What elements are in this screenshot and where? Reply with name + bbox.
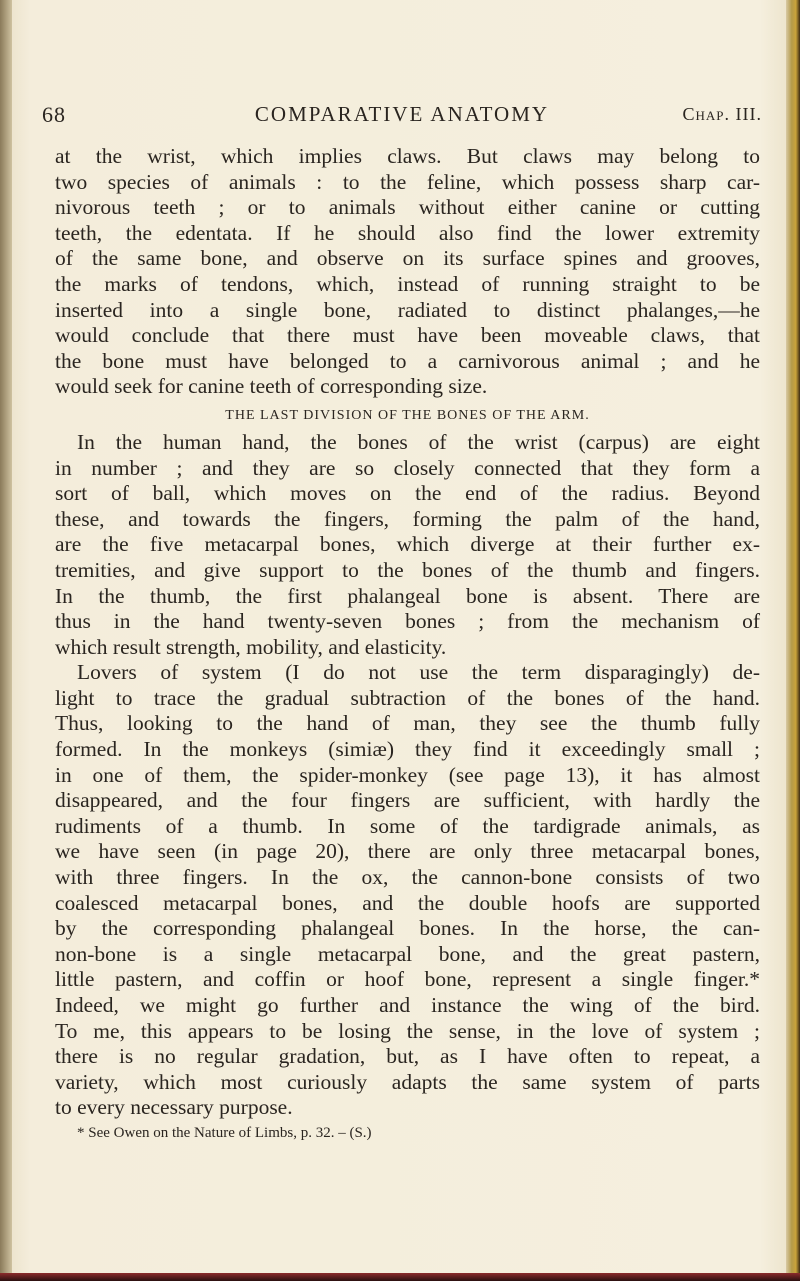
page-number: 68 xyxy=(42,102,66,127)
book-bottom-edge xyxy=(0,1273,800,1281)
book-cover-edge xyxy=(786,0,800,1281)
text-line: To me, this appears to be losing the sense, in the love of system ; xyxy=(55,1018,760,1043)
text-line: to every necessary purpose. xyxy=(55,1095,293,1120)
text-line: teeth, the edentata. If he should also find the lower extremity xyxy=(55,220,760,245)
paragraph-1 xyxy=(55,144,760,400)
text-line: there is no regular gradation, but, as I have often to repeat, a xyxy=(55,1044,760,1069)
text-line: at the wrist, which implies claws. But claws may belong to xyxy=(55,144,760,168)
text-line: formed. In the monkeys (simiæ) they find it exceedingly small ; xyxy=(55,737,760,762)
text-line: Thus, looking to the hand of man, they see the thumb fully xyxy=(55,711,760,736)
chapter-label: Chap. III. xyxy=(682,104,762,124)
text-line: are the five metacarpal bones, which diverge at their further ex- xyxy=(55,532,760,557)
text-line: of the same bone, and observe on its surface spines and grooves, xyxy=(55,246,760,271)
text-line: variety, which most curiously adapts the same system of parts xyxy=(55,1069,760,1094)
running-header xyxy=(42,102,762,130)
text-line: Indeed, we might go further and instance the wing of the bird. xyxy=(55,993,760,1017)
footnote: * See Owen on the Nature of Limbs, p. 32. – (S.) xyxy=(77,1124,372,1141)
text-line: thus in the hand twenty-seven bones ; from the mechanism of xyxy=(55,609,760,634)
text-line: sort of ball, which moves on the end of the radius. Beyond xyxy=(55,481,760,506)
text-line: Lovers of system (I do not use the term disparagingly) de- xyxy=(77,660,760,685)
text-line: coalesced metacarpal bones, and the double hoofs are supported xyxy=(55,890,760,915)
text-line: nivorous teeth ; or to animals without either canine or cutting xyxy=(55,195,760,220)
text-line: in number ; and they are so closely connected that they form a xyxy=(55,455,760,480)
text-line: inserted into a single bone, radiated to distinct phalanges,—he xyxy=(55,297,760,322)
text-line: we have seen (in page 20), there are only three metacarpal bones, xyxy=(55,839,760,864)
text-line: In the human hand, the bones of the wrist (carpus) are eight xyxy=(77,429,760,454)
text-line: would conclude that there must have been moveable claws, that xyxy=(55,323,760,348)
text-line: these, and towards the fingers, forming the palm of the hand, xyxy=(55,506,760,531)
text-line: which result strength, mobility, and elasticity. xyxy=(55,634,447,659)
text-line: non-bone is a single metacarpal bone, and the great pastern, xyxy=(55,941,760,966)
text-line: little pastern, and coffin or hoof bone, represent a single finger.* xyxy=(55,967,760,992)
text-line: tremities, and give support to the bones of the thumb and fingers. xyxy=(55,557,760,582)
page-body xyxy=(55,144,760,1145)
running-title: COMPARATIVE ANATOMY xyxy=(254,102,550,126)
paragraph-2 xyxy=(55,430,760,660)
text-line: in one of them, the spider-monkey (see page 13), it has almost xyxy=(55,762,760,787)
text-line: the marks of tendons, which, instead of running straight to be xyxy=(55,271,760,296)
text-line: the bone must have belonged to a carnivorous animal ; and he xyxy=(55,348,760,373)
text-line: by the corresponding phalangeal bones. In the horse, the can- xyxy=(55,916,760,941)
text-line: light to trace the gradual subtraction of the bones of the hand. xyxy=(55,685,760,710)
section-heading: THE LAST DIVISION OF THE BONES OF THE ARM. xyxy=(225,407,590,423)
text-line: two species of animals : to the feline, which possess sharp car- xyxy=(55,169,760,194)
page-binding-edge xyxy=(0,0,12,1281)
text-line: with three fingers. In the ox, the cannon-bone consists of two xyxy=(55,865,760,890)
text-line: would seek for canine teeth of corresponding size. xyxy=(55,374,488,399)
paragraph-3 xyxy=(55,660,760,1121)
text-line: disappeared, and the four fingers are sufficient, with hardly the xyxy=(55,788,760,813)
text-line: In the thumb, the first phalangeal bone is absent. There are xyxy=(55,583,760,608)
text-line: rudiments of a thumb. In some of the tardigrade animals, as xyxy=(55,813,760,838)
